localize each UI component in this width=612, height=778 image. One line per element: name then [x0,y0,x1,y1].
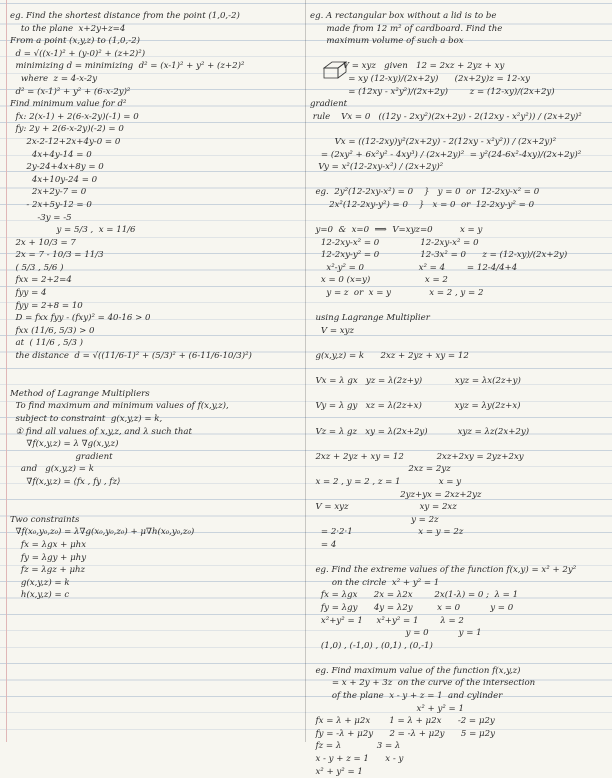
note-line: y = 0 y = 1 [310,628,482,639]
note-line: d² = (x-1)² + y² + (6-x-2y)² [10,86,131,97]
note-line: To find maximum and minimum values of f(x,y,z), [10,401,229,412]
note-line [10,363,300,376]
note-line: fx: 2(x-1) + 2(6-x-2y)(-1) = 0 [10,111,139,122]
note-line: 2x+2y-7 = 0 [10,187,87,198]
note-line: the distance d = √((11/6-1)² + (5/3)² + (6-11/6-10/3)²) [10,351,252,362]
note-line [310,388,606,401]
note-line: gradient [310,99,348,110]
note-line: x²-y² = 0 x² = 4 = 12-4/4+4 [310,262,518,273]
note-line: made from 12 m² of cardboard. Find the [310,23,503,34]
note-line: ( 5/3 , 5/6 ) [10,262,64,273]
note-line: = xy (12-xy)/(2x+2y) (2x+2y)z = 12-xy [310,73,530,84]
note-line: D = fxx fyy - (fxy)² = 40-16 > 0 [10,313,151,324]
note-line: V = xyz given 12 = 2xz + 2yz + xy [310,61,505,72]
note-line: h(x,y,z) = c [10,590,70,601]
note-line: fyy = 2+8 = 10 [10,300,83,311]
note-line: fy: 2y + 2(6-x-2y)(-2) = 0 [10,124,124,135]
note-line [310,413,606,426]
note-line [310,48,606,61]
note-line: gradient [10,451,113,462]
note-line: V = xyz [310,325,355,336]
note-line [10,501,300,514]
note-line: using Lagrange Multiplier [310,313,430,324]
note-line: 2x = 7 - 10/3 = 11/3 [10,250,104,261]
note-line: 12-2xy-x² = 0 12-2xy-x² = 0 [310,237,479,248]
note-line: ∇f(x₀,y₀,z₀) = λ∇g(x₀,y₀,z₀) + μ∇h(x₀,y₀,z₀) [10,527,195,538]
note-line [310,212,606,225]
note-line: Vx = λ gx yz = λ(2z+y) xyz = λx(2z+y) [310,376,521,387]
note-line: Method of Lagrange Multipliers [10,388,150,399]
margin-line [6,0,7,742]
note-line: Two constraints [10,514,80,525]
note-line: x² + y² = 1 [310,766,363,777]
note-line: ① find all values of x,y,z, and λ such that [10,426,192,437]
note-line: 2xz = 2yz [310,464,451,475]
note-line: 4x+4y-14 = 0 [10,149,92,160]
note-line: = (2xy² + 6x²y² - 4xy³) / (2x+2y)² = y²(24-6x²-4xy)/(2x+2y)² [310,149,582,160]
note-line: x = 2 , y = 2 , z = 1 x = y [310,476,462,487]
note-line: y = z or x = y x = 2 , y = 2 [310,288,484,299]
note-line: and g(x,y,z) = k [10,464,94,475]
note-line: - 2x+5y-12 = 0 [10,199,92,210]
note-line [310,652,606,665]
note-line: fxx = 2+2=4 [10,275,72,286]
note-line: 2y-24+4x+8y = 0 [10,162,104,173]
note-line: x²+y² = 1 x²+y² = 1 λ = 2 [310,615,464,626]
note-line: fx = λ + μ2x 1 = λ + μ2x -2 = μ2y [310,716,495,727]
note-line: eg. Find the shortest distance from the point (1,0,-2) [10,11,240,21]
note-line: d = √((x-1)² + (y-0)² + (z+2)²) [10,48,146,59]
note-line: 2x + 10/3 = 7 [10,237,76,248]
note-line: -3y = -5 [10,212,72,223]
note-line: = 2·2·1 x = y = 2z [310,527,464,538]
note-line: Find minimum value for d² [10,99,127,110]
note-line: Vy = x²(12-2xy-x²) / (2x+2y)² [310,162,444,173]
note-line: y=0 & x=0 ⟹ V=xyz=0 x = y [310,225,483,236]
note-line: V = xyz xy = 2xz [310,502,457,513]
left-notes-column [10,10,300,602]
note-line: fy = λgy 4y = λ2y x = 0 y = 0 [310,602,514,613]
note-line [10,489,300,502]
note-line: fy = λgy + μhy [10,552,87,563]
note-line: eg. Find the extreme values of the function f(x,y) = x² + 2y² [310,565,577,576]
note-line: Vz = λ gz xy = λ(2x+2y) xyz = λz(2x+2y) [310,426,530,437]
note-line: y = 5/3 , x = 11/6 [10,225,136,236]
note-line: fyy = 4 [10,288,47,299]
note-line: fx = λgx + μhx [10,539,87,550]
note-line: maximum volume of such a box [310,36,464,47]
note-line: y = 2z [310,514,439,525]
note-line: of the plane x - y + z = 1 and cylinder [310,691,503,702]
note-line [310,337,606,350]
note-line: x = 0 (x=y) x = 2 [310,275,448,286]
note-line [310,363,606,376]
note-line: eg. A rectangular box without a lid is to be [310,11,497,21]
note-line: = 4 [310,539,337,550]
note-line: at ( 11/6 , 5/3 ) [10,338,83,349]
note-line: = (12xy - x²y²)/(2x+2y) z = (12-xy)/(2x+2y) [310,86,555,97]
note-line [310,123,606,136]
note-line [310,300,606,313]
note-line: on the circle x² + y² = 1 [310,577,440,588]
note-line: subject to constraint g(x,y,z) = k, [10,414,163,424]
note-line: 4x+10y-24 = 0 [10,174,98,185]
note-line [310,438,606,451]
note-line: fz = λgz + μhz [10,565,86,576]
note-line: fy = -λ + μ2y 2 = -λ + μ2y 5 = μ2y [310,728,495,739]
note-line: Vx = ((12-2xy)y²(2x+2y) - 2(12xy - x²y²)) / (2x+2y)² [310,136,557,147]
note-line: fx = λgx 2x = λ2x 2x(1-λ) = 0 ; λ = 1 [310,590,519,601]
note-line: From a point (x,y,z) to (1,0,-2) [10,36,140,47]
note-line [10,375,300,388]
note-line: g(x,y,z) = k 2xz + 2yz + xy = 12 [310,351,469,362]
note-line: Vy = λ gy xz = λ(2z+x) xyz = λy(2z+x) [310,401,521,412]
note-line: 2yz+yx = 2xz+2yz [310,489,482,500]
note-line: where z = 4-x-2y [10,73,98,84]
note-line: minimizing d = minimizing d² = (x-1)² + y² + (z+2)² [10,61,245,72]
note-line: 2xz + 2yz + xy = 12 2xz+2xy = 2yz+2xy [310,451,524,462]
note-line: ∇f(x,y,z) = λ ∇g(x,y,z) [10,439,119,450]
note-line: 12-2xy-y² = 0 12-3x² = 0 z = (12-xy)/(2x+2y) [310,250,568,261]
note-line: 2x-2-12+2x+4y-0 = 0 [10,136,121,147]
note-line: to the plane x+2y+z=4 [10,23,126,34]
note-line: g(x,y,z) = k [10,577,70,588]
note-line: = x + 2y + 3z on the curve of the intersection [310,678,536,689]
note-line: 2x²(12-2xy-y²) = 0 } x = 0 or 12-2xy-y² = 0 [310,199,535,210]
note-line: ∇f(x,y,z) = ⟨fx , fy , fz⟩ [10,476,121,487]
note-line [310,552,606,565]
note-line [310,174,606,187]
right-notes-column [310,10,606,778]
note-line: eg. 2y²(12-2xy-x²) = 0 } y = 0 or 12-2xy-x² = 0 [310,187,540,198]
note-line: fz = λ 3 = λ [310,741,401,752]
note-line: (1,0) , (-1,0) , (0,1) , (0,-1) [310,640,433,651]
note-line: x² + y² = 1 [310,703,464,714]
column-divider [305,0,306,742]
note-line: rule Vx = 0 ((12y - 2xy²)(2x+2y) - 2(12xy - x²y²)) / (2x+2y)² [310,111,582,122]
note-line: fxx (11/6, 5/3) > 0 [10,325,95,336]
note-line: x - y + z = 1 x - y [310,754,404,765]
note-line: eg. Find maximum value of the function f(x,y,z) [310,665,521,676]
